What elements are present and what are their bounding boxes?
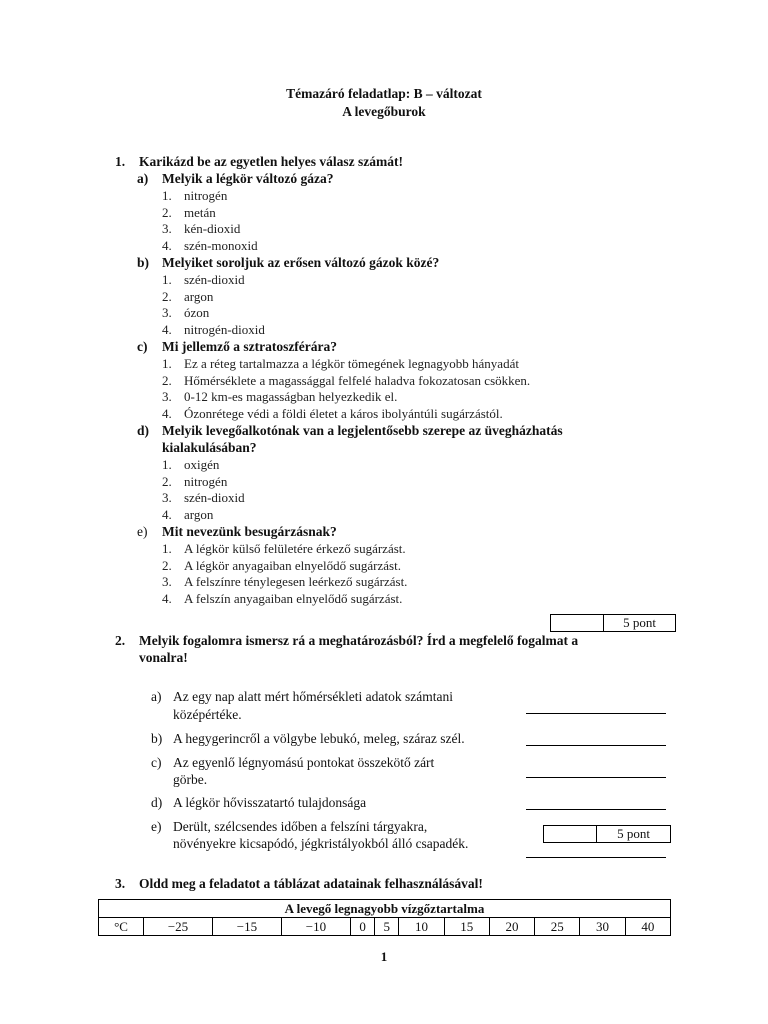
q2e-letter: e) [151,819,162,834]
q3-instruction: Oldd meg a feladatot a táblázat adatainak felhasználásával! [139,876,483,891]
q2d-letter: d) [151,795,163,810]
q3-number: 3. [115,876,126,891]
q1-instruction: Karikázd be az egyetlen helyes válasz számát! [139,154,403,169]
q2e-line2: növényekre kicsapódó, jégkristályokból álló csapadék. [173,836,469,851]
table-cell: 40 [625,918,670,936]
table-row [99,918,671,936]
q2-points-box [543,825,671,843]
q2-points-label: 5 pont [617,826,650,841]
table-cell: −15 [212,918,281,936]
q2-instruction-line2: vonalra! [139,650,188,665]
q1a-letter: a) [137,171,149,186]
q1b-option-2[interactable]: 2. argon [162,289,214,304]
q1d-question-line1: Melyik levegőalkotónak van a legjelentősebb szerepe az üvegházhatás [162,423,563,438]
q2c-answer-line[interactable] [526,777,666,778]
q2b-line1: A hegygerincről a völgybe lebukó, meleg, száraz szél. [173,731,465,746]
document-subtitle: A levegőburok [342,104,426,119]
q2-instruction-line1: Melyik fogalomra ismersz rá a meghatározásból? Írd a megfelelő fogalmat a [139,633,579,648]
table-cell: 25 [535,918,580,936]
q2-number: 2. [115,633,126,648]
q1d-option-4[interactable]: 4. argon [162,507,214,522]
q2d-line1: A légkör hővisszatartó tulajdonsága [173,795,367,810]
q1e-option-1[interactable]: 1. A légkör külső felületére érkező sugárzást. [162,541,406,556]
q1c-option-1[interactable]: 1. Ez a réteg tartalmazza a légkör tömegének legnagyobb hányadát [162,356,519,371]
q1d-option-3[interactable]: 3. szén-dioxid [162,490,245,505]
q2c-line2: görbe. [173,772,208,787]
q1a-question: Melyik a légkör változó gáza? [162,171,334,186]
q1a-option-3[interactable]: 3. kén-dioxid [162,221,241,236]
document-title: Témazáró feladatlap: B – változat [286,86,482,101]
q1e-option-4[interactable]: 4. A felszín anyagaiban elnyelődő sugárzást. [162,591,403,606]
q1b-letter: b) [137,255,150,270]
q2d-answer-line[interactable] [526,809,666,810]
table-cell: 20 [489,918,534,936]
q1b-option-4[interactable]: 4. nitrogén-dioxid [162,322,265,337]
q1c-question: Mi jellemző a sztratoszférára? [162,339,338,354]
q2-score-field[interactable] [544,826,597,842]
q1-points-label: 5 pont [623,615,656,630]
q1-number: 1. [115,154,126,169]
q1c-letter: c) [137,339,148,354]
q1e-option-2[interactable]: 2. A légkör anyagaiban elnyelődő sugárzást. [162,558,401,573]
table-title: A levegő legnagyobb vízgőztartalma [99,900,671,918]
table-cell: 0 [350,918,374,936]
q1b-question: Melyiket soroljuk az erősen változó gázok közé? [162,255,440,270]
table-cell: 10 [399,918,444,936]
q1c-option-2[interactable]: 2. Hőmérséklete a magassággal felfelé haladva fokozatosan csökken. [162,373,531,388]
q1-points-box [550,614,676,632]
table-cell: 30 [580,918,625,936]
q1e-question: Mit nevezünk besugárzásnak? [162,524,337,539]
table-cell: −10 [281,918,350,936]
q1a-option-2[interactable]: 2. metán [162,205,216,220]
q1d-letter: d) [137,423,150,438]
page-number: 1 [380,949,388,964]
table-cell: −25 [144,918,213,936]
table-cell: 15 [444,918,489,936]
q1d-question-line2: kialakulásában? [162,440,257,455]
q1b-option-1[interactable]: 1. szén-dioxid [162,272,245,287]
q2e-line1: Derült, szélcsendes időben a felszíni tárgyakra, [173,819,428,834]
q2c-letter: c) [151,755,162,770]
q2a-letter: a) [151,689,162,704]
q1e-option-3[interactable]: 3. A felszínre ténylegesen leérkező sugárzást. [162,574,408,589]
q1c-option-3[interactable]: 3. 0-12 km-es magasságban helyezkedik el. [162,389,398,404]
vapor-table [98,899,671,936]
q1-score-field[interactable] [551,615,604,631]
table-cell: 5 [375,918,399,936]
q1d-option-1[interactable]: 1. oxigén [162,457,220,472]
q1c-option-4[interactable]: 4. Ózonrétege védi a földi életet a káros ibolyántúli sugárzástól. [162,406,503,421]
q1e-letter: e) [137,524,148,539]
q2a-line1: Az egy nap alatt mért hőmérsékleti adatok számtani [173,689,454,704]
q2c-line1: Az egyenlő légnyomású pontokat összekötő zárt [173,755,435,770]
q2b-letter: b) [151,731,163,746]
q2a-answer-line[interactable] [526,713,666,714]
q1b-option-3[interactable]: 3. ózon [162,305,210,320]
q1a-option-4[interactable]: 4. szén-monoxid [162,238,258,253]
table-row-label: °C [99,918,144,936]
q2e-answer-line[interactable] [526,857,666,858]
q1a-option-1[interactable]: 1. nitrogén [162,188,228,203]
q1d-option-2[interactable]: 2. nitrogén [162,474,228,489]
q2b-answer-line[interactable] [526,745,666,746]
q2a-line2: középértéke. [173,707,242,722]
